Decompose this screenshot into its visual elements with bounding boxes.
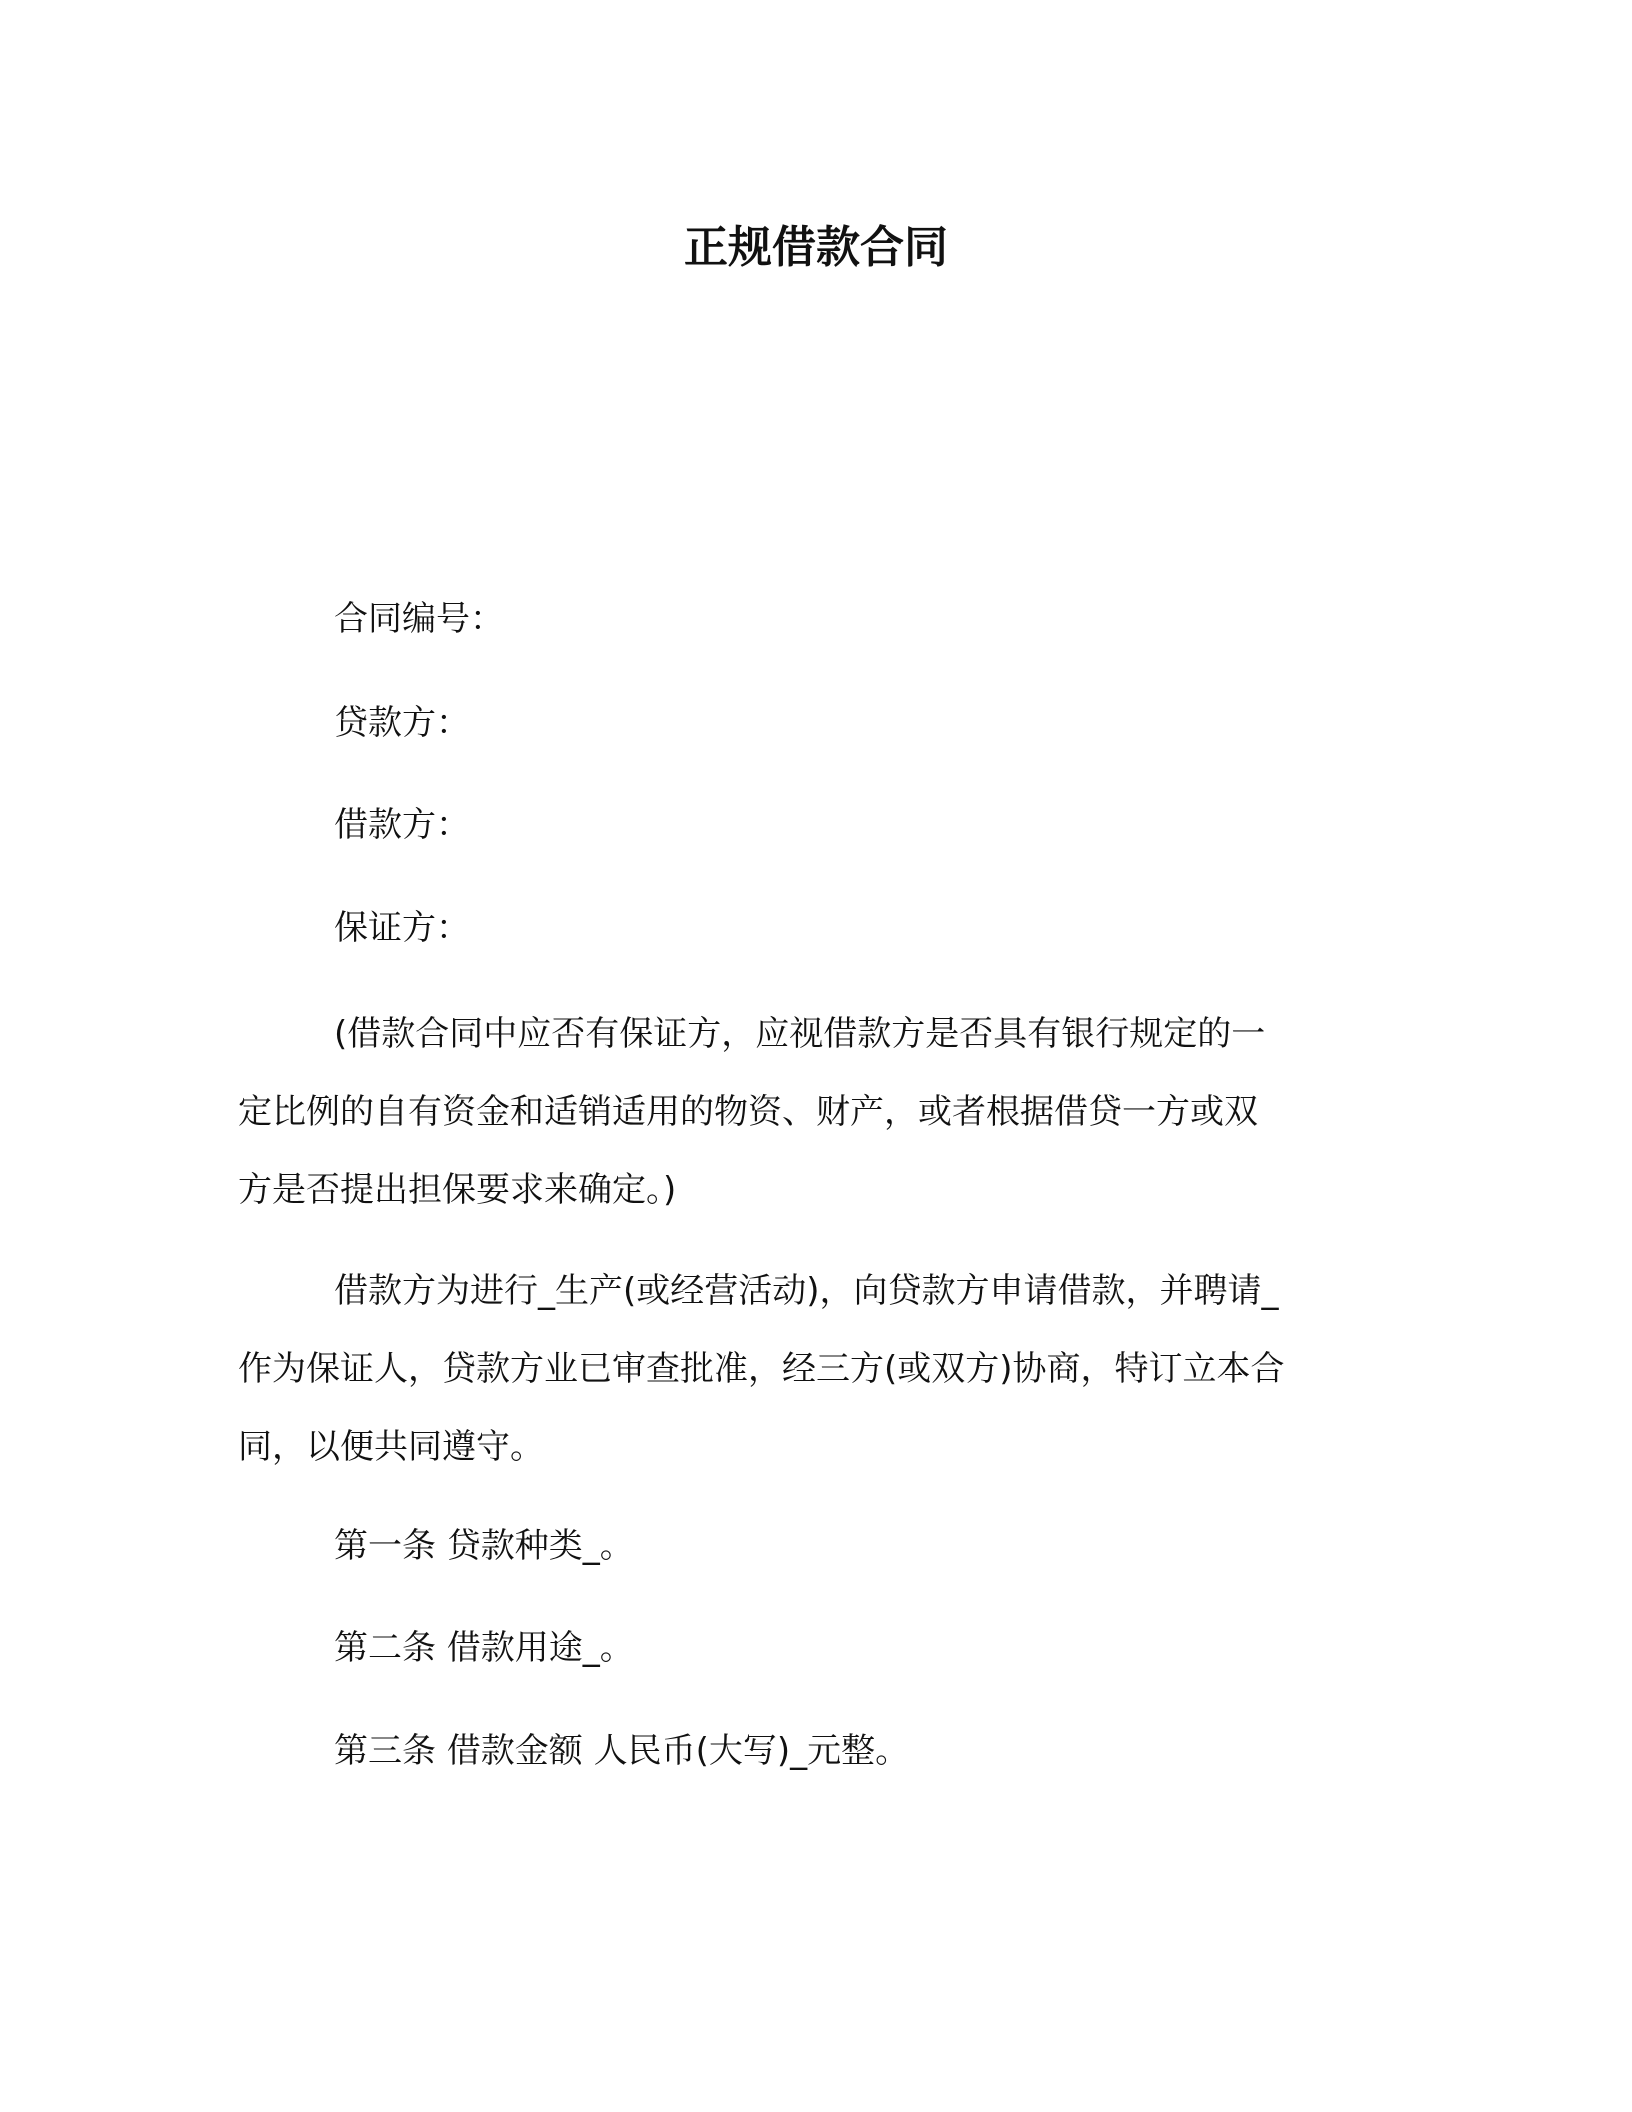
contract-number-label: 合同编号： — [334, 599, 504, 639]
preamble-paragraph — [238, 1252, 1386, 1486]
guarantor-note-paragraph — [238, 995, 1386, 1229]
note-line: 定比例的自有资金和适销适用的物资、财产，或者根据借贷一方或双 — [238, 1092, 1258, 1132]
guarantor-label: 保证方： — [334, 908, 470, 948]
preamble-line: 同，以便共同遵守。 — [238, 1427, 544, 1467]
note-line: (借款合同中应否有保证方，应视借款方是否具有银行规定的一 — [334, 1014, 1266, 1054]
article-2: 第二条 借款用途_。 — [334, 1628, 634, 1668]
article-1: 第一条 贷款种类_。 — [334, 1526, 634, 1566]
article-3: 第三条 借款金额 人民币(大写)_元整。 — [334, 1731, 910, 1771]
document-title: 正规借款合同 — [684, 222, 948, 273]
note-line: 方是否提出担保要求来确定。) — [238, 1170, 677, 1210]
preamble-line: 作为保证人，贷款方业已审查批准，经三方(或双方)协商，特订立本合 — [238, 1349, 1285, 1389]
preamble-line: 借款方为进行_生产(或经营活动)，向贷款方申请借款，并聘请_ — [334, 1271, 1279, 1311]
lender-label: 贷款方： — [334, 703, 470, 743]
borrower-label: 借款方： — [334, 805, 470, 845]
